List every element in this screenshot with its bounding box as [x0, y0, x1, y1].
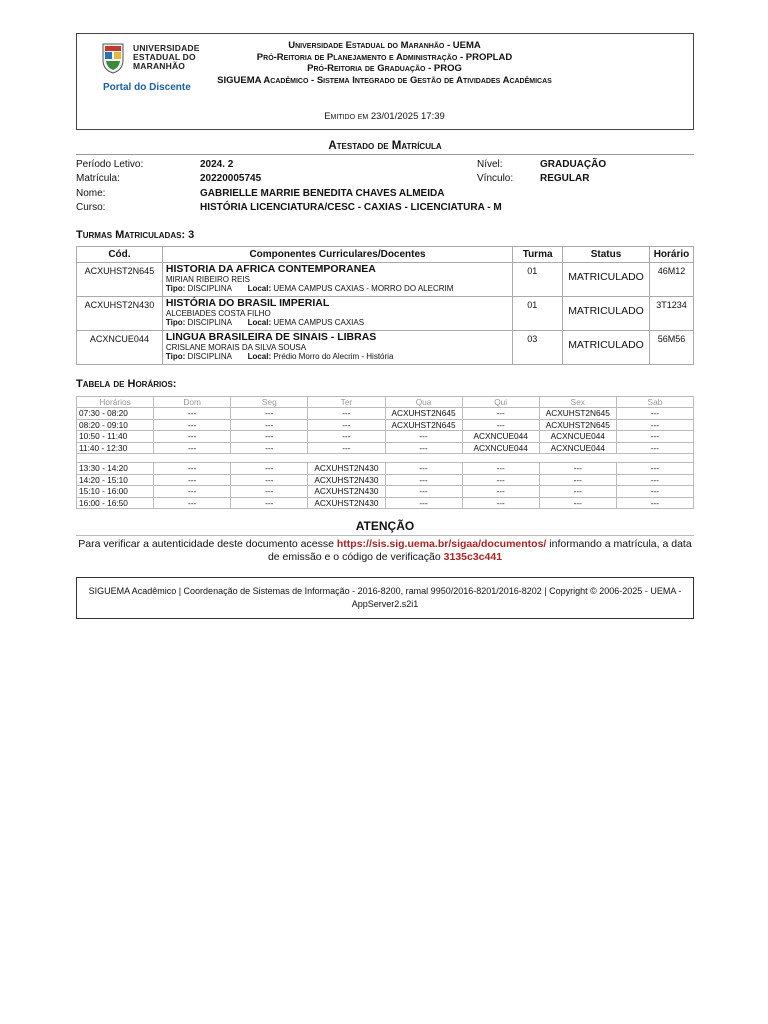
schedule-cell: --- — [385, 497, 462, 509]
schedule-cell: ACXUHST2N430 — [308, 486, 385, 498]
turma-cod: ACXUHST2N645 — [77, 263, 163, 297]
col-sab: Sab — [616, 397, 693, 408]
verification-text: Para verificar a autenticidade deste documento acesse https://sis.sig.uema.br/sigaa/documentos/ informando a matrícula, a data de emissão e o código de verificação 3135c3c441 — [78, 538, 692, 563]
schedule-cell: ACXUHST2N430 — [308, 497, 385, 509]
schedule-cell: --- — [154, 408, 231, 420]
siguema-line: SIGUEMA Acadêmico - Sistema Integrado de Gestão de Atividades Acadêmicas — [217, 74, 552, 86]
horarios-table — [76, 396, 694, 509]
nivel-label: Nível: — [477, 159, 503, 170]
schedule-row — [77, 486, 694, 498]
schedule-cell: --- — [231, 442, 308, 454]
turma-number: 03 — [513, 331, 563, 365]
prog-line: Pró-Reitoria de Graduação - PROG — [307, 63, 462, 74]
schedule-time: 08:20 - 09:10 — [77, 419, 154, 431]
verification-link[interactable]: https://sis.sig.uema.br/sigaa/documentos/ — [336, 538, 547, 550]
status-badge: MATRICULADO — [563, 297, 650, 331]
schedule-cell: --- — [539, 463, 616, 475]
turma-horario: 56M56 — [649, 331, 693, 365]
schedule-cell: --- — [539, 486, 616, 498]
table-row — [77, 297, 694, 331]
turma-number: 01 — [513, 263, 563, 297]
status-badge: MATRICULADO — [563, 263, 650, 297]
proplad-line: Pró-Reitoria de Planejamento e Administração - PROPLAD — [256, 51, 513, 63]
schedule-cell: --- — [462, 419, 539, 431]
schedule-time: 16:00 - 16:50 — [77, 497, 154, 509]
turma-horario: 3T1234 — [649, 297, 693, 331]
tipo-local: Tipo: DISCIPLINA Local: Prédio Morro do Alecrim - História — [165, 352, 394, 361]
tipo-local: Tipo: DISCIPLINA Local: UEMA CAMPUS CAXIAS — [165, 318, 365, 327]
schedule-cell: ACXUHST2N645 — [539, 419, 616, 431]
portal-do-discente-link[interactable]: Portal do Discente — [103, 82, 191, 93]
schedule-cell: ACXUHST2N645 — [385, 419, 462, 431]
matricula-value: 20220005745 — [200, 173, 262, 185]
schedule-cell: --- — [616, 408, 693, 420]
document-header — [76, 33, 694, 130]
schedule-time: 13:30 - 14:20 — [77, 463, 154, 475]
schedule-row — [77, 463, 694, 475]
schedule-cell: --- — [539, 474, 616, 486]
col-horario: Horário — [649, 247, 693, 263]
schedule-cell: --- — [231, 497, 308, 509]
nivel-value: GRADUAÇÃO — [540, 159, 607, 170]
col-seg: Seg — [231, 397, 308, 408]
col-dom: Dom — [154, 397, 231, 408]
docente-name: CRISLANE MORAIS DA SILVA SOUSA — [165, 343, 307, 352]
col-turma: Turma — [513, 247, 563, 263]
schedule-cell: --- — [231, 408, 308, 420]
schedule-cell: --- — [154, 486, 231, 498]
schedule-cell: --- — [462, 463, 539, 475]
schedule-time: 10:50 - 11:40 — [77, 431, 154, 443]
schedule-time: 15:10 - 16:00 — [77, 486, 154, 498]
schedule-time: 07:30 - 08:20 — [77, 408, 154, 420]
schedule-cell: --- — [616, 442, 693, 454]
turma-componente — [162, 297, 512, 331]
schedule-row — [77, 474, 694, 486]
schedule-cell: --- — [231, 486, 308, 498]
col-cod: Cód. — [77, 247, 163, 263]
schedule-cell: --- — [231, 463, 308, 475]
schedule-cell: --- — [154, 419, 231, 431]
table-row — [77, 331, 694, 365]
footer-text: SIGUEMA Acadêmico | Coordenação de Sistemas de Informação - 2016-8200, ramal 9950/2016-8201/2016-8202 | Copyright © 2006-2025 - UEMA - AppServer2.s2i1 — [88, 586, 682, 609]
page-footer — [76, 577, 694, 619]
university-logo-text: UNIVERSIDADE ESTADUAL DO MARANHÃO — [133, 43, 200, 71]
docente-name: MIRIAN RIBEIRO REIS — [165, 275, 250, 284]
schedule-row — [77, 419, 694, 431]
schedule-cell: --- — [539, 497, 616, 509]
schedule-gap — [77, 454, 694, 463]
schedule-row — [77, 497, 694, 509]
nome-value: GABRIELLE MARRIE BENEDITA CHAVES ALMEIDA — [200, 187, 445, 199]
schedule-cell: --- — [385, 486, 462, 498]
schedule-cell: ACXNCUE044 — [462, 442, 539, 454]
turma-number: 01 — [513, 297, 563, 331]
schedule-row — [77, 408, 694, 420]
col-qua: Qua — [385, 397, 462, 408]
status-badge: MATRICULADO — [563, 331, 650, 365]
schedule-cell: ACXNCUE044 — [462, 431, 539, 443]
col-sex: Sex — [539, 397, 616, 408]
schedule-cell: --- — [462, 497, 539, 509]
schedule-cell: ACXNCUE044 — [539, 442, 616, 454]
page-title: Atestado de Matrícula — [76, 140, 694, 155]
turma-componente — [162, 263, 512, 297]
schedule-cell: --- — [308, 442, 385, 454]
schedule-cell: --- — [616, 463, 693, 475]
schedule-cell: --- — [154, 431, 231, 443]
turma-horario: 46M12 — [649, 263, 693, 297]
uema-logo — [99, 41, 199, 91]
turma-componente — [162, 331, 512, 365]
schedule-row — [77, 442, 694, 454]
schedule-cell: ACXUHST2N645 — [385, 408, 462, 420]
schedule-cell: --- — [308, 419, 385, 431]
periodo-value: 2024. 2 — [200, 159, 234, 170]
tipo-local: Tipo: DISCIPLINA Local: UEMA CAMPUS CAXIAS - MORRO DO ALECRIM — [165, 284, 454, 293]
turma-cod: ACXUHST2N430 — [77, 297, 163, 331]
col-horarios: Horários — [77, 397, 154, 408]
schedule-cell: --- — [616, 497, 693, 509]
atencao-title: ATENÇÃO — [76, 519, 694, 536]
schedule-cell: --- — [385, 463, 462, 475]
emission-date: Emitido em 23/01/2025 17:39 — [324, 111, 445, 122]
schedule-cell: --- — [231, 474, 308, 486]
university-name: Universidade Estadual do Maranhão - UEMA — [288, 40, 481, 51]
schedule-cell: --- — [616, 419, 693, 431]
schedule-cell: --- — [616, 474, 693, 486]
schedule-cell: ACXUHST2N430 — [308, 474, 385, 486]
schedule-cell: --- — [154, 442, 231, 454]
uema-crest-icon — [101, 42, 125, 74]
schedule-cell: --- — [462, 474, 539, 486]
schedule-cell: --- — [154, 463, 231, 475]
nome-label: Nome: — [76, 187, 106, 199]
periodo-label: Período Letivo: — [76, 159, 144, 170]
turmas-table — [76, 246, 694, 365]
col-qui: Qui — [462, 397, 539, 408]
student-info — [76, 158, 694, 218]
component-name: HISTÓRIA DO BRASIL IMPERIAL — [165, 297, 330, 309]
turma-cod: ACXNCUE044 — [77, 331, 163, 365]
schedule-cell: --- — [616, 486, 693, 498]
col-ter: Ter — [308, 397, 385, 408]
vinculo-label: Vínculo: — [477, 173, 514, 185]
horarios-heading: Tabela de Horários: — [76, 378, 177, 390]
turmas-heading: Turmas Matriculadas: 3 — [76, 229, 195, 241]
schedule-row — [77, 431, 694, 443]
vinculo-value: REGULAR — [540, 173, 590, 185]
docente-name: ALCEBIADES COSTA FILHO — [165, 309, 271, 318]
matricula-label: Matrícula: — [76, 173, 120, 185]
schedule-cell: --- — [231, 431, 308, 443]
schedule-time: 14:20 - 15:10 — [77, 474, 154, 486]
table-row — [77, 263, 694, 297]
horarios-header-row — [77, 397, 694, 408]
institution-heading — [212, 40, 557, 86]
schedule-cell: --- — [616, 431, 693, 443]
schedule-cell: --- — [154, 497, 231, 509]
schedule-gap-row — [77, 454, 694, 463]
schedule-cell: --- — [231, 419, 308, 431]
schedule-cell: --- — [385, 442, 462, 454]
schedule-cell: --- — [462, 408, 539, 420]
schedule-cell: ACXNCUE044 — [539, 431, 616, 443]
schedule-cell: --- — [308, 408, 385, 420]
component-name: LINGUA BRASILEIRA DE SINAIS - LIBRAS — [165, 331, 377, 343]
verification-code: 3135c3c441 — [443, 551, 503, 563]
component-name: HISTORIA DA AFRICA CONTEMPORANEA — [165, 263, 376, 275]
schedule-cell: ACXUHST2N645 — [539, 408, 616, 420]
curso-value: HISTÓRIA LICENCIATURA/CESC - CAXIAS - LICENCIATURA - M — [200, 201, 502, 213]
schedule-time: 11:40 - 12:30 — [77, 442, 154, 454]
schedule-cell: --- — [385, 474, 462, 486]
curso-label: Curso: — [76, 201, 106, 213]
schedule-cell: --- — [154, 474, 231, 486]
schedule-cell: --- — [462, 486, 539, 498]
schedule-cell: --- — [385, 431, 462, 443]
schedule-cell: --- — [308, 431, 385, 443]
col-componentes: Componentes Curriculares/Docentes — [162, 247, 512, 263]
col-status: Status — [563, 247, 650, 263]
schedule-cell: ACXUHST2N430 — [308, 463, 385, 475]
